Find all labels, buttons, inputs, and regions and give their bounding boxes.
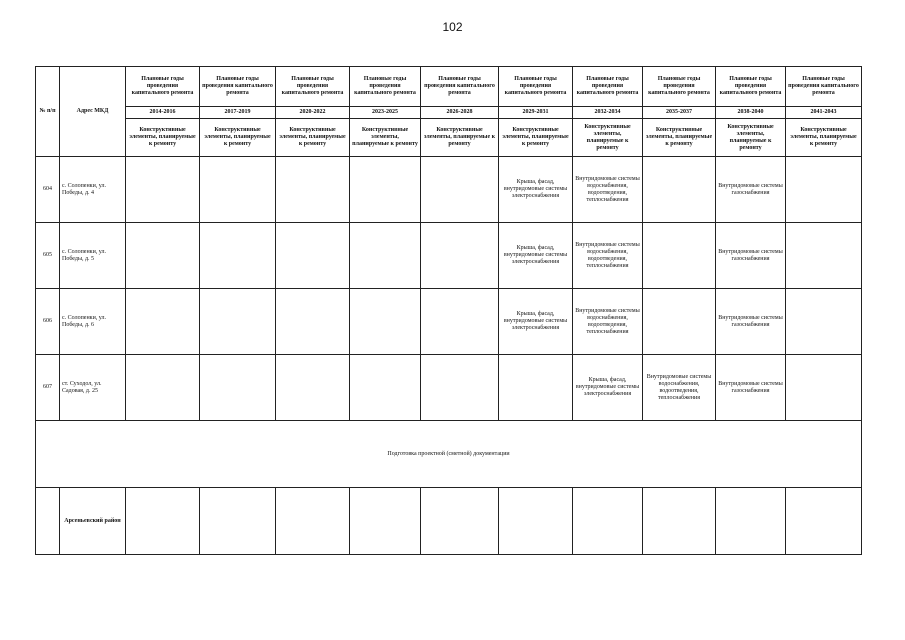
repair-cell: Внутридомовые системы газоснабжения <box>716 157 786 223</box>
repair-cell <box>786 157 862 223</box>
repair-cell <box>643 157 716 223</box>
repair-cell <box>126 355 200 421</box>
empty-cell <box>786 488 862 555</box>
repair-cell <box>126 157 200 223</box>
repair-cell <box>421 289 499 355</box>
empty-cell <box>200 488 276 555</box>
table-row <box>36 157 862 223</box>
period-header: 2020-2022 <box>276 107 350 119</box>
repair-cell: Внутридомовые системы газоснабжения <box>716 355 786 421</box>
repair-cell <box>786 355 862 421</box>
period-header: 2029-2031 <box>499 107 573 119</box>
years-header: Плановые годы проведения капитального ремонта <box>200 67 276 107</box>
empty-cell <box>421 488 499 555</box>
repair-cell: Внутридомовые системы водоснабжения, водоотведения, теплоснабжения <box>573 289 643 355</box>
period-header: 2023-2025 <box>350 107 421 119</box>
repair-cell <box>421 355 499 421</box>
period-header: 2026-2028 <box>421 107 499 119</box>
table-row <box>36 223 862 289</box>
years-header: Плановые годы проведения капитального ремонта <box>421 67 499 107</box>
empty-cell <box>126 488 200 555</box>
years-header: Плановые годы проведения капитального ремонта <box>643 67 716 107</box>
repair-cell: Крыша, фасад, внутридомовые системы электроснабжения <box>499 157 573 223</box>
repair-cell: Внутридомовые системы водоснабжения, водоотведения, теплоснабжения <box>573 157 643 223</box>
elements-header: Конструктивные элементы, планируемые к ремонту <box>716 119 786 157</box>
empty-cell <box>36 488 60 555</box>
row-number: 606 <box>36 289 60 355</box>
repair-cell <box>276 355 350 421</box>
empty-cell <box>276 488 350 555</box>
repair-cell <box>276 157 350 223</box>
empty-cell <box>643 488 716 555</box>
repair-cell <box>350 289 421 355</box>
num-header: № п/п <box>36 67 60 157</box>
row-address: ст. Суходол, ул. Садовая, д. 25 <box>60 355 126 421</box>
elements-header: Конструктивные элементы, планируемые к ремонту <box>786 119 862 157</box>
period-header: 2041-2043 <box>786 107 862 119</box>
years-header: Плановые годы проведения капитального ремонта <box>716 67 786 107</box>
elements-header: Конструктивные элементы, планируемые к ремонту <box>643 119 716 157</box>
empty-cell <box>573 488 643 555</box>
years-header: Плановые годы проведения капитального ремонта <box>573 67 643 107</box>
repair-cell <box>350 223 421 289</box>
elements-header: Конструктивные элементы, планируемые к ремонту <box>276 119 350 157</box>
repair-cell: Внутридомовые системы водоснабжения, водоотведения, теплоснабжения <box>573 223 643 289</box>
elements-header: Конструктивные элементы, планируемые к ремонту <box>421 119 499 157</box>
repair-cell <box>786 223 862 289</box>
period-header: 2035-2037 <box>643 107 716 119</box>
empty-cell <box>499 488 573 555</box>
repair-cell: Крыша, фасад, внутридомовые системы электроснабжения <box>499 289 573 355</box>
repair-cell <box>350 355 421 421</box>
repair-cell <box>421 223 499 289</box>
page-number: 102 <box>442 20 463 34</box>
repair-cell <box>126 289 200 355</box>
repair-cell <box>350 157 421 223</box>
repair-cell <box>276 289 350 355</box>
repair-cell: Крыша, фасад, внутридомовые системы электроснабжения <box>499 223 573 289</box>
repair-schedule-table <box>35 66 862 555</box>
elements-header: Конструктивные элементы, планируемые к ремонту <box>200 119 276 157</box>
years-header: Плановые годы проведения капитального ремонта <box>276 67 350 107</box>
region-name: Арсеньевский район <box>60 488 126 555</box>
repair-cell: Внутридомовые системы водоснабжения, водоотведения, теплоснабжения <box>643 355 716 421</box>
repair-cell <box>643 223 716 289</box>
empty-cell <box>350 488 421 555</box>
row-number: 604 <box>36 157 60 223</box>
repair-cell <box>200 223 276 289</box>
period-header: 2017-2019 <box>200 107 276 119</box>
repair-cell: Крыша, фасад, внутридомовые системы электроснабжения <box>573 355 643 421</box>
elements-header: Конструктивные элементы, планируемые к ремонту <box>126 119 200 157</box>
years-header: Плановые годы проведения капитального ремонта <box>126 67 200 107</box>
repair-cell <box>499 355 573 421</box>
period-header: 2014-2016 <box>126 107 200 119</box>
repair-cell <box>643 289 716 355</box>
elements-header: Конструктивные элементы, планируемые к ремонту <box>573 119 643 157</box>
years-header: Плановые годы проведения капитального ремонта <box>499 67 573 107</box>
empty-cell <box>716 488 786 555</box>
address-header: Адрес МКД <box>60 67 126 157</box>
elements-header: Конструктивные элементы, планируемые к ремонту <box>350 119 421 157</box>
period-header: 2038-2040 <box>716 107 786 119</box>
repair-cell <box>276 223 350 289</box>
row-address: с. Солопенки, ул. Победы, д. 5 <box>60 223 126 289</box>
repair-cell: Внутридомовые системы газоснабжения <box>716 223 786 289</box>
row-address: с. Солопенки, ул. Победы, д. 4 <box>60 157 126 223</box>
years-header: Плановые годы проведения капитального ремонта <box>786 67 862 107</box>
repair-cell <box>200 157 276 223</box>
repair-cell: Внутридомовые системы газоснабжения <box>716 289 786 355</box>
row-number: 605 <box>36 223 60 289</box>
repair-cell <box>200 355 276 421</box>
row-number: 607 <box>36 355 60 421</box>
elements-header: Конструктивные элементы, планируемые к ремонту <box>499 119 573 157</box>
period-header: 2032-2034 <box>573 107 643 119</box>
years-header: Плановые годы проведения капитального ремонта <box>350 67 421 107</box>
section-title: Подготовка проектной (сметной) документации <box>36 421 862 488</box>
repair-cell <box>786 289 862 355</box>
repair-cell <box>126 223 200 289</box>
row-address: с. Солопенки, ул. Победы, д. 6 <box>60 289 126 355</box>
repair-cell <box>200 289 276 355</box>
repair-cell <box>421 157 499 223</box>
table-row <box>36 289 862 355</box>
table-row <box>36 355 862 421</box>
